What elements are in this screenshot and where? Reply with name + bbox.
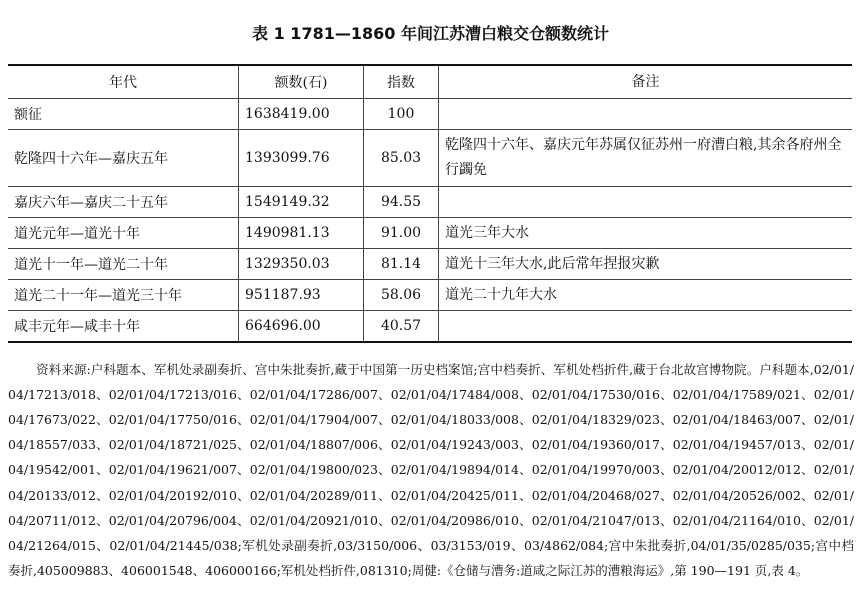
cell-index: 58.06 [364, 280, 439, 311]
header-year: 年代 [109, 75, 137, 91]
table-row [8, 249, 852, 280]
table-row [8, 280, 852, 311]
cell-amount: 1393099.76 [239, 130, 364, 187]
cell-note: 道光十三年大水,此后常年捏报灾歉 [439, 249, 853, 280]
cell-note [439, 187, 853, 218]
cell-year: 道光十一年—道光二十年 [14, 257, 168, 273]
cell-year: 乾隆四十六年—嘉庆五年 [14, 151, 168, 167]
cell-index: 81.14 [364, 249, 439, 280]
cell-amount: 1549149.32 [239, 187, 364, 218]
table-row [8, 187, 852, 218]
table-row [8, 99, 852, 130]
cell-amount: 664696.00 [239, 311, 364, 343]
cell-amount: 1490981.13 [239, 218, 364, 249]
cell-index: 91.00 [364, 218, 439, 249]
cell-note [439, 99, 853, 130]
cell-amount: 1638419.00 [239, 99, 364, 130]
grain-statistics-table [8, 64, 852, 343]
cell-note: 道光三年大水 [439, 218, 853, 249]
cell-year: 额征 [14, 107, 42, 123]
header-amount: 额数(石) [239, 65, 364, 99]
header-note: 备注 [439, 65, 853, 99]
cell-index: 100 [364, 99, 439, 130]
cell-year: 道光元年—道光十年 [14, 226, 140, 242]
cell-index: 85.03 [364, 130, 439, 187]
table-row [8, 218, 852, 249]
cell-amount: 1329350.03 [239, 249, 364, 280]
cell-note [439, 311, 853, 343]
table-header-row [8, 65, 852, 99]
cell-note: 乾隆四十六年、嘉庆元年苏属仅征苏州一府漕白粮,其余各府州全行蠲免 [439, 130, 853, 187]
cell-index: 40.57 [364, 311, 439, 343]
source-note [8, 357, 854, 584]
table-title: 表 1 1781—1860 年间江苏漕白粮交仓额数统计 [252, 24, 609, 43]
source-note-text: 资料来源:户科题本、军机处录副奏折、宫中朱批奏折,藏于中国第一历史档案馆;宫中档奏折、军机处档折件,藏于台北故宫博物院。户科题本,02/01/04/17213/018、02/01/04/17213/016、02/01/04/17286/007、02/01/04/17484/008、02/01/04/17530/016、02/01/04/17589/021、02/01/04/17673/022、02/01/04/17750/016、02/01/04/17904/007、02/01/04/18033/008、02/01/04/18329/023、02/01/04/18463/007、02/01/04/18557/033、02/01/04/18721/025、02/01/04/18807/006、02/01/04/19243/003、02/01/04/19360/017、02/01/04/19457/013、02/01/04/19542/001、02/01/04/19621/007、02/01/04/19800/023、02/01/04/19894/014、02/01/04/19970/003、02/01/04/20012/012、02/01/04/20133/012、02/01/04/20192/010、02/01/04/20289/011、02/01/04/20425/011、02/01/04/20468/027、02/01/04/20526/002、02/01/04/20711/012、02/01/04/20796/004、02/01/04/20921/010、02/01/04/20986/010、02/01/04/21047/013、02/01/04/21164/010、02/01/04/21264/015、02/01/04/21445/038;军机处录副奏折,03/3150/006、03/3153/019、03/4862/084;宫中朱批奏折,04/01/35/0285/035;宫中档奏折,405009883、406001548、406000166;军机处档折件,081310;周健:《仓储与漕务:道咸之际江苏的漕粮海运》,第 190—191 页,表 4。 [8, 361, 854, 579]
header-index: 指数 [364, 65, 439, 99]
table-row [8, 130, 852, 187]
cell-amount: 951187.93 [239, 280, 364, 311]
cell-year: 咸丰元年—咸丰十年 [14, 319, 140, 335]
cell-year: 道光二十一年—道光三十年 [14, 288, 182, 304]
cell-note: 道光二十九年大水 [439, 280, 853, 311]
cell-index: 94.55 [364, 187, 439, 218]
table-row [8, 311, 852, 343]
cell-year: 嘉庆六年—嘉庆二十五年 [14, 195, 168, 211]
